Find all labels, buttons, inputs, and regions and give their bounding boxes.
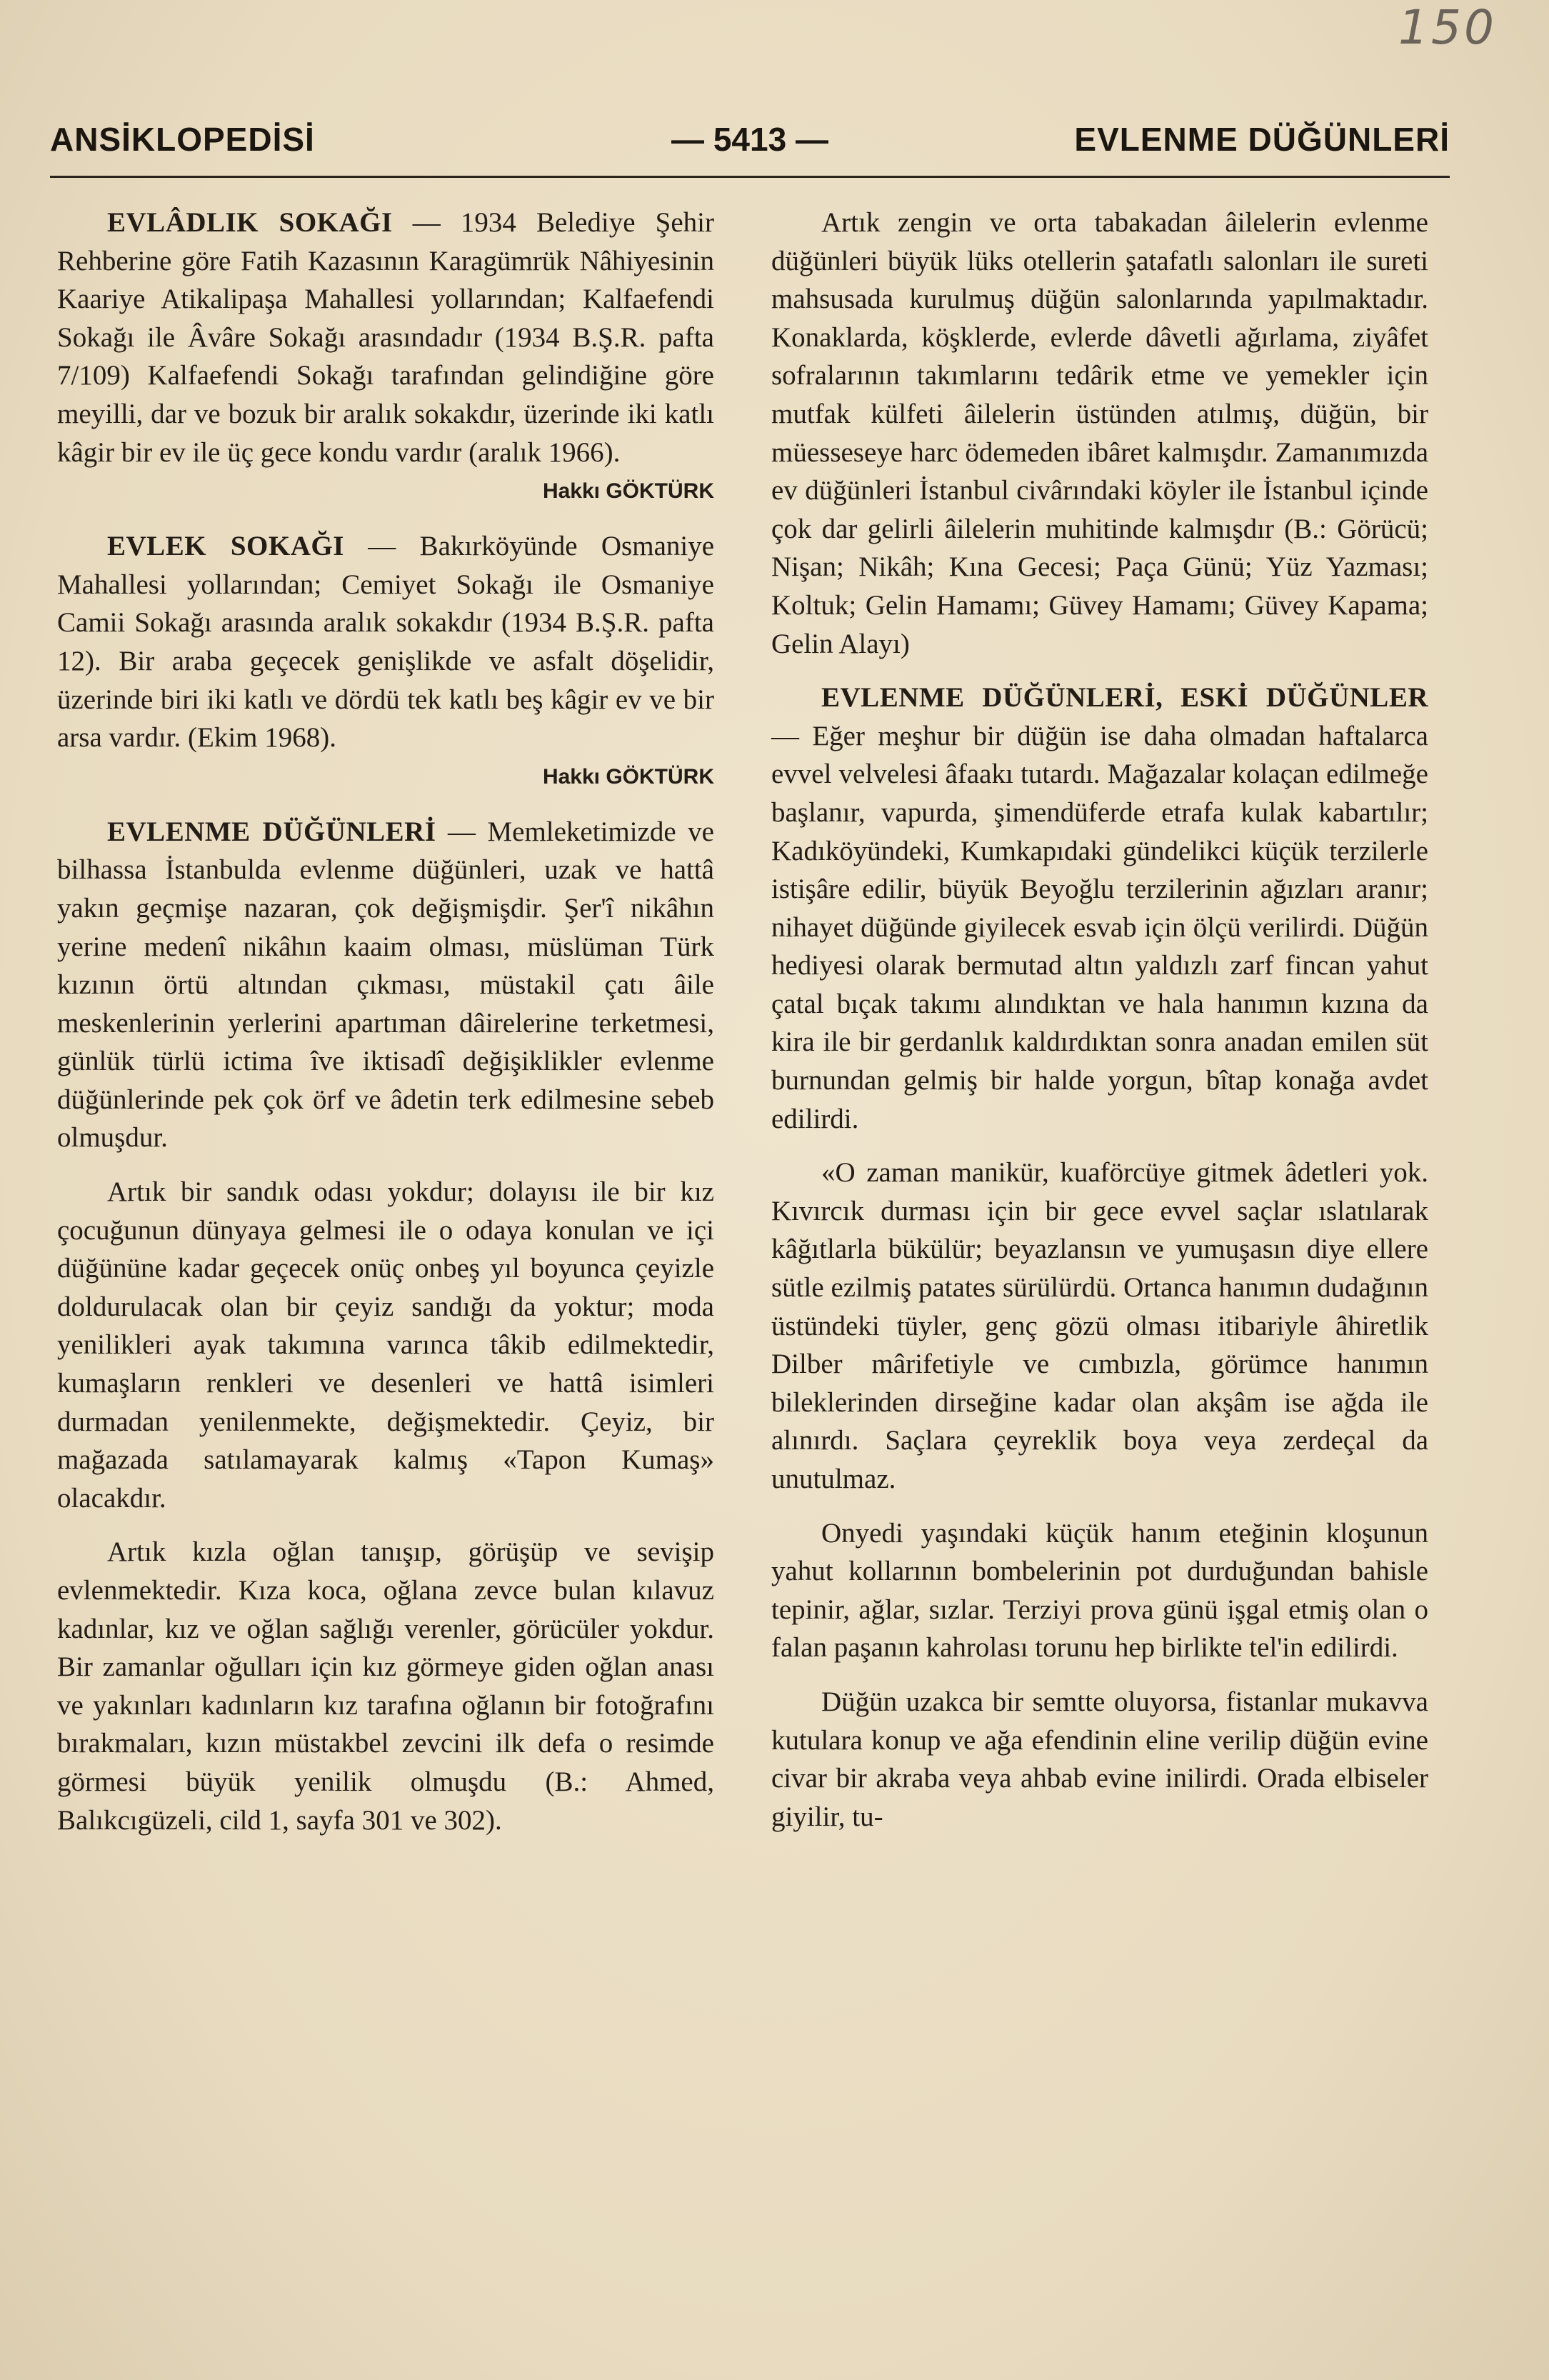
paragraph: Onyedi yaşındaki küçük hanım eteğinin kloşunun yahut kollarının bombelerinin pot durduğundan bahisle tepinir, ağlar, sızlar. Terziyi prova günü işgal etmiş olan o falan paşanın kahrolası torunu hep birlikte tel'in edilirdi.: [771, 1517, 1428, 1664]
article-text: — Eğer meşhur bir düğün ise daha olmadan haftalarca evvel velvelesi âfaakı tutardı. Mağazalar kolaçan edilmeğe başlanır, vapurda, şimendüferde etrafa kulak kabartılır; Kadıköyündeki, Kumkapıdaki gündelikci küçük terzilerle istişâre edilir, büyük Beyoğlu terzilerinin ağızları aranır; nihayet düğünde giyilecek esvab için ölçü verilirdi. Düğün hediyesi olarak bermutad altın yaldızlı zarf fincan yahut çatal bıçak takımı alındıktan ve hala hanımın kızına da kira ile bir gerdanlık kaldırdıktan sonra anadan emilen süt burnundan gelmiş bir halde yorgun, bîtap konağa avdet edilirdi.: [771, 720, 1428, 1134]
paragraph: Artık zengin ve orta tabakadan âilelerin evlenme düğünleri büyük lüks otellerin şatafatlı salonları ile sureti mahsusada kurulmuş düğün salonlarında yapılmaktadır. Konaklarda, köşklerde, evlerde dâvetli ağırlama, ziyâfet sofralarının takımlarını tedârik etme ve yemekler için mutfak külfeti âilelerin üstünden atılmış, düğün, bir müesseseye harc ödemeden ibâret kalmışdır. Zamanımızda ev düğünleri İstanbul civârındaki köyler ile İstanbul içinde çok dar gelirli âilelerin muhitinde kalmışdır (B.: Görücü; Nişan; Nikâh; Kına Gecesi; Paça Günü; Yüz Yazması; Koltuk; Gelin Hamamı; Güvey Hamamı; Güvey Kapama; Gelin Alayı): [771, 207, 1428, 659]
article-text: — Bakırköyünde Osmaniye Mahallesi yollarından; Cemiyet Sokağı ile Osmaniye Camii Sokağı arasında aralık sokakdır (1934 B.Ş.R. pafta 12). Bir araba geçecek genişlikde ve asfalt döşelidir, üzerinde biri iki katlı ve dördü tek katlı beş kâgir ev ve bir arsa vardır. (Ekim 1968).: [57, 531, 715, 754]
paragraph: «O zaman manikür, kuaförcüye gitmek âdetleri yok. Kıvırcık durması için bir gece evvel saçlar ıslatılarak kâğıtlarla bükülür; beyazlansın ve yumuşasın diye ellere sütle ezilmiş patates sürülürdü. Ortanca hanımın dudağının üstündeki tüyler, genç gözü olması itibariyle âhiretlik Dilber mârifetiyle ve cımbızla, görümce hanımın bileklerinden dirseğine kadar olan akşâm ise ağda ile alınırdı. Saçlara çeyreklik boya veya zerdeçal da unutulmaz.: [771, 1157, 1428, 1494]
article-eski-dugunler: [771, 679, 1428, 1138]
article-text: — 1934 Belediye Şehir Rehberine göre Fatih Kazasının Karagümrük Nâhiyesinin Kaariye Atikalipaşa Mahallesi yollarından; Kalfaefendi Sokağı ile Âvâre Sokağı arasındadır (1934 B.Ş.R. pafta 7/109) Kalfaefendi Sokağı tarafından gelindiğine göre meyilli, dar ve bozuk bir aralık sokakdır, üzerinde iki katlı kâgir bir ev ile üç gece kondu vardır (aralık 1966).: [57, 207, 714, 468]
article-heading: EVLENME DÜĞÜNLERİ: [107, 816, 436, 847]
page-header: [50, 120, 1450, 170]
header-rule: [50, 176, 1450, 178]
article-signature: Hakkı GÖKTÜRK: [542, 764, 714, 789]
article-signature: Hakkı GÖKTÜRK: [542, 479, 714, 504]
left-column: [57, 204, 714, 1839]
handwritten-page-note: 150: [1398, 0, 1497, 55]
paragraph: Düğün uzakca bir semtte oluyorsa, fistanlar mukavva kutulara konup ve ağa efendinin eline verilip düğün evine civar bir akraba veya ahbab evine inilirdi. Orada elbiseler giyilir, tu-: [771, 1686, 1428, 1832]
header-title-right: EVLENME DÜĞÜNLERİ: [1074, 121, 1450, 158]
article-evlenme-dugunleri: [57, 813, 714, 1157]
right-column: [771, 204, 1428, 1836]
paragraph: Artık kızla oğlan tanışıp, görüşüp ve sevişip evlenmektedir. Kıza koca, oğlana zevce bulan kılavuz kadınlar, kız ve oğlan sağlığı verenler, görücüler yokdur. Bir zamanlar oğulları için kız görmeye giden oğlan anası ve yakınları kadınların kız tarafına oğlanın bir fotoğrafını bırakmaları, kızın müstakbel zevcini ilk defa o resimde görmesi büyük yenilik olmuşdu (B.: Ahmed, Balıkcıgüzeli, cild 1, sayfa 301 ve 302).: [57, 1536, 714, 1836]
article-text: — Memleketimizde ve bilhassa İstanbulda evlenme düğünleri, uzak ve hattâ yakın geçmişe nazaran, çok değişmişdir. Şer'î nikâhın yerine medenî nikâhın kaaim olması, müslüman Türk kızının örtü altından çıkması, müstakil çatı âile meskenlerinin yerlerini apartıman dâirelerine terketmesi, günlük türlü ictima îve iktisadî değişiklikler evlenme düğünlerinde pek çok örf ve âdetin terk edilmesine sebeb olmuşdur.: [57, 816, 714, 1154]
paragraph: Artık bir sandık odası yokdur; dolayısı ile bir kız çocuğunun dünyaya gelmesi ile o odaya konulan ve içi düğününe kadar geçecek onüç onbeş yıl boyunca çeyizle doldurulacak olan bir çeyiz sandığı da yoktur; moda yenilikleri ayak takımına varınca tâkib edilmektedir, kumaşların renkleri ve desenleri ve hattâ isimleri durmadan yenilenmekte, değişmektedir. Çeyiz, bir mağazada satılamayarak kalmış «Tapon Kumaş» olacakdır.: [57, 1176, 714, 1514]
article-evlek-sokagi: [57, 527, 714, 757]
article-heading: EVLENME DÜĞÜNLERİ, ESKİ DÜĞÜNLER: [821, 682, 1428, 714]
article-heading: EVLEK SOKAĞI: [107, 531, 344, 562]
header-title-left: ANSİKLOPEDİSİ: [50, 121, 315, 158]
article-evladlik-sokagi: [57, 204, 714, 471]
header-page-number: — 5413 —: [671, 121, 828, 158]
article-heading: EVLÂDLIK SOKAĞI: [107, 207, 393, 238]
